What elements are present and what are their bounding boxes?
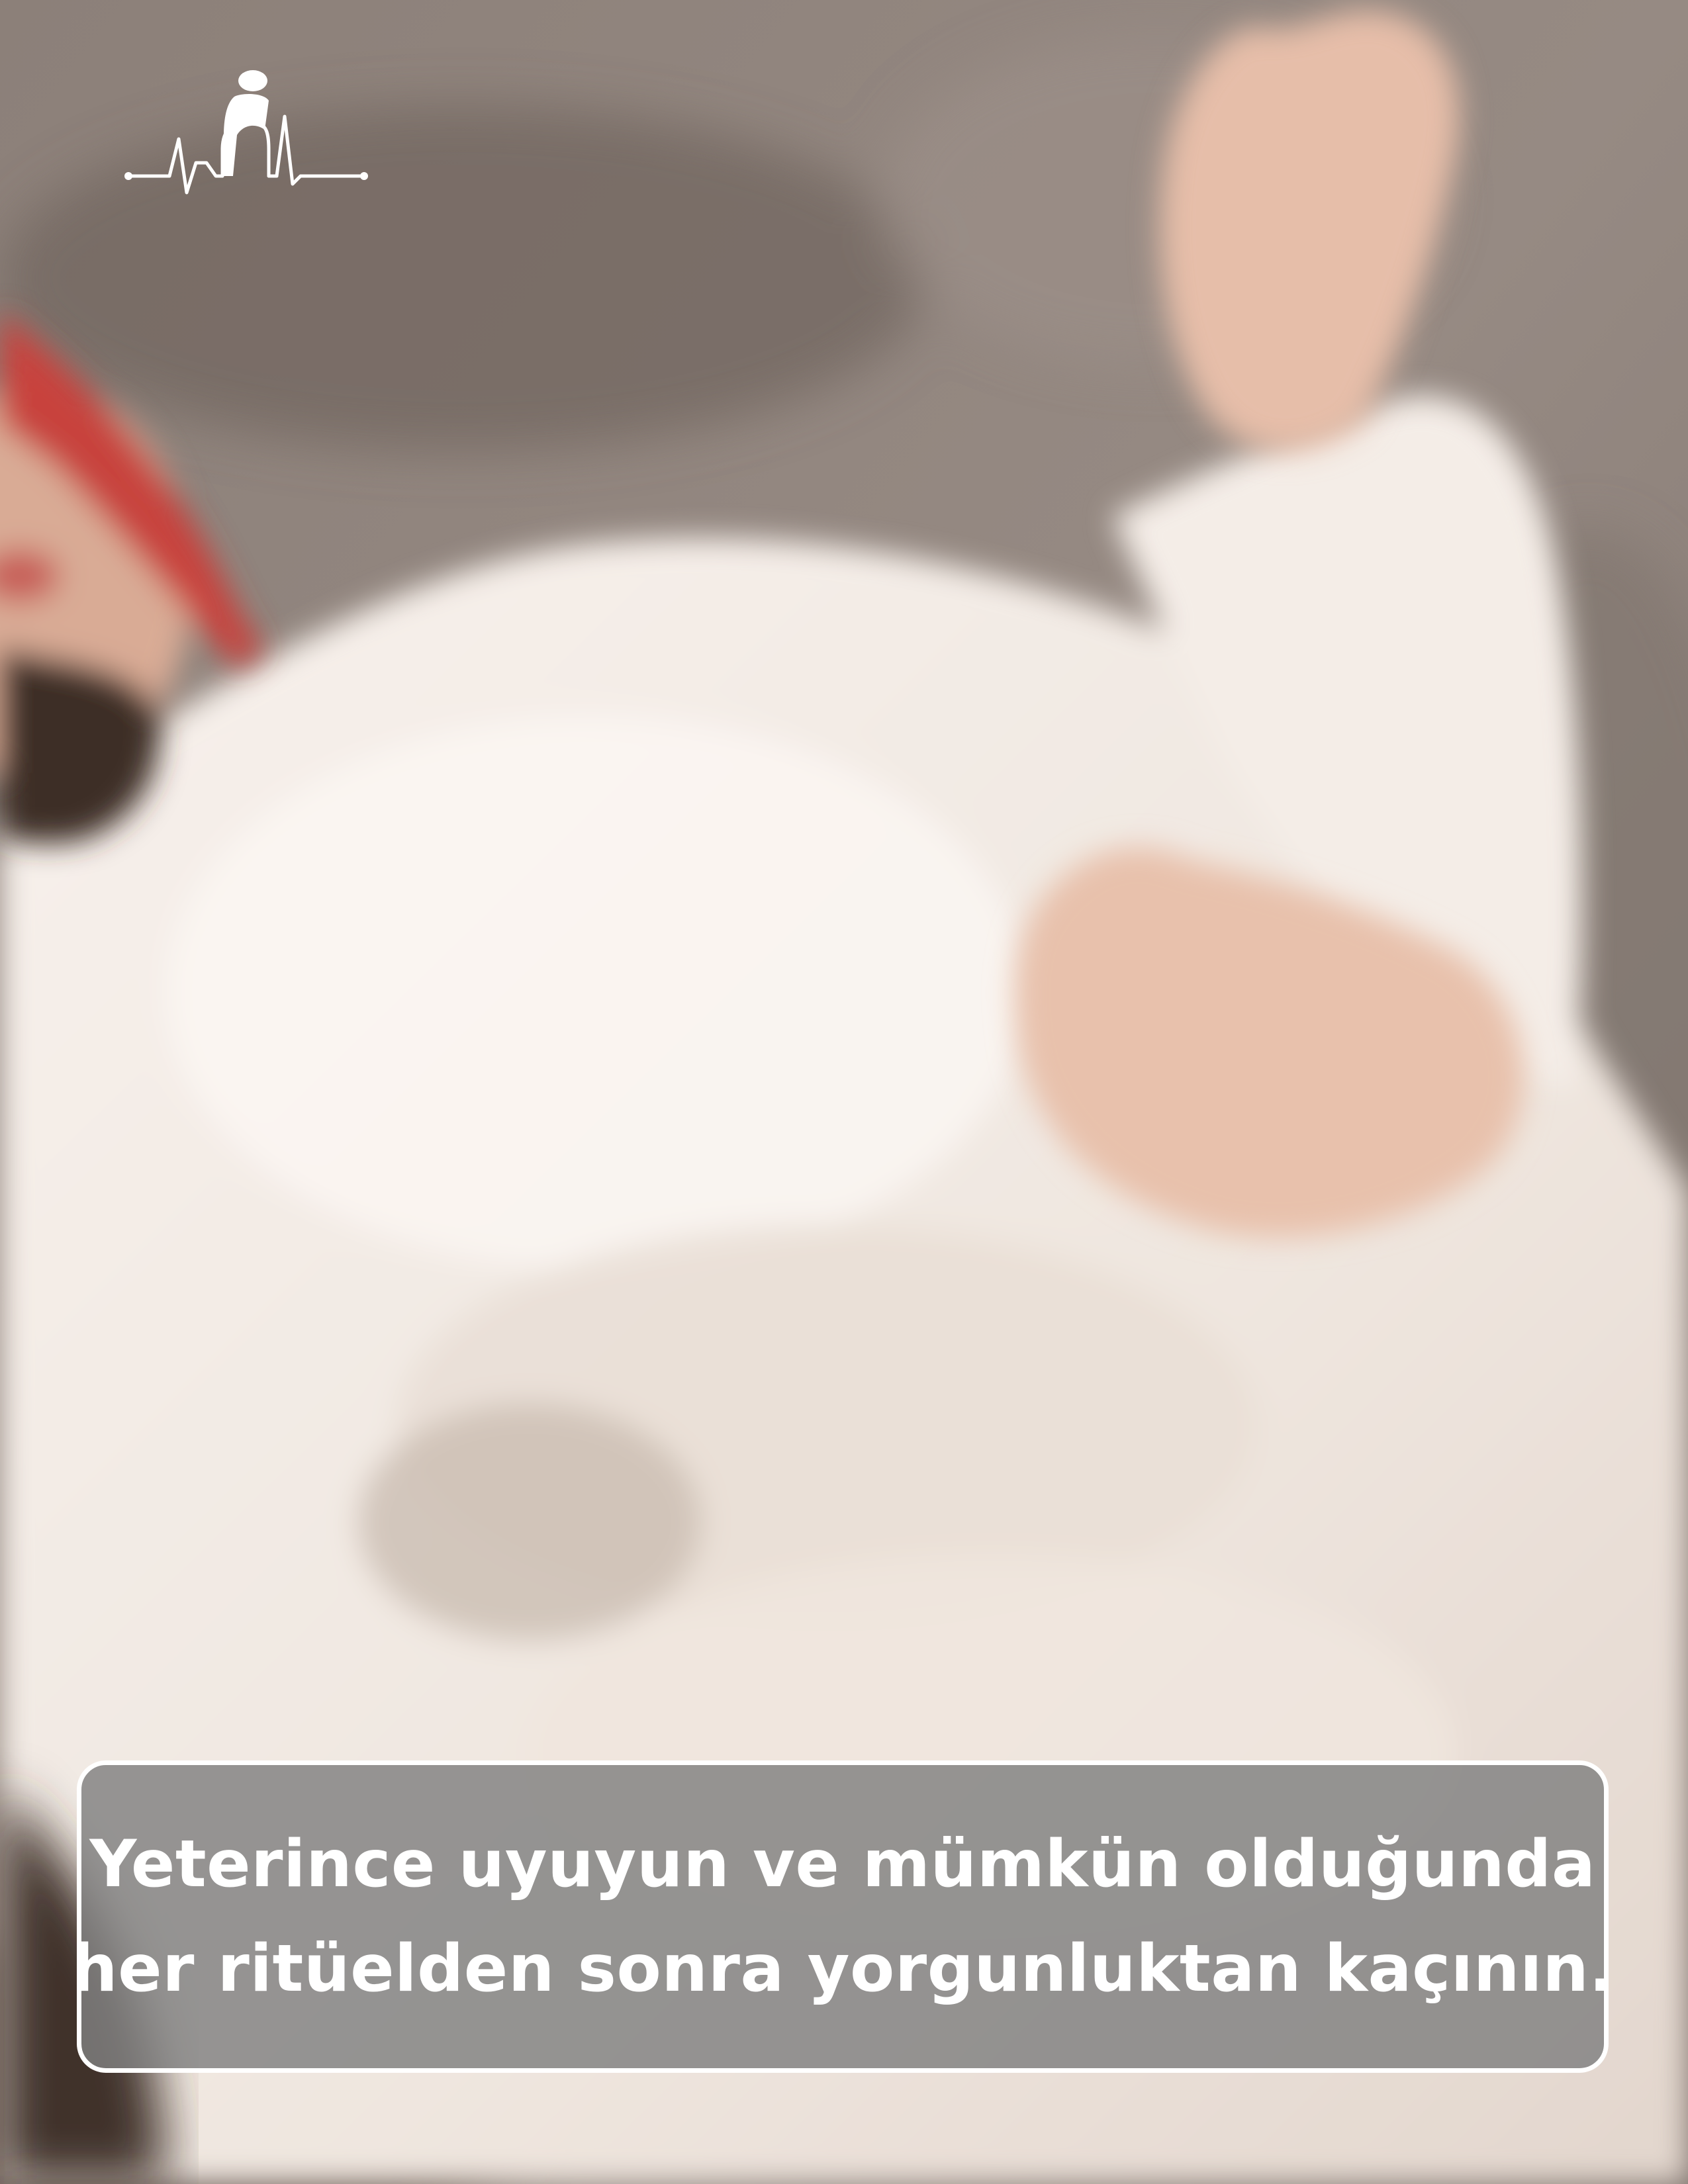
caption-text bbox=[71, 1812, 1614, 2021]
brand-logo bbox=[123, 64, 372, 203]
caption-box bbox=[71, 1760, 1615, 2073]
heartbeat-figure-icon bbox=[123, 64, 372, 203]
caption-line-1: Yeterince uyuyun ve mümkün olduğunda bbox=[89, 1827, 1596, 1902]
caption-line-2: her ritüelden sonra yorgunluktan kaçının. bbox=[71, 1931, 1615, 2007]
